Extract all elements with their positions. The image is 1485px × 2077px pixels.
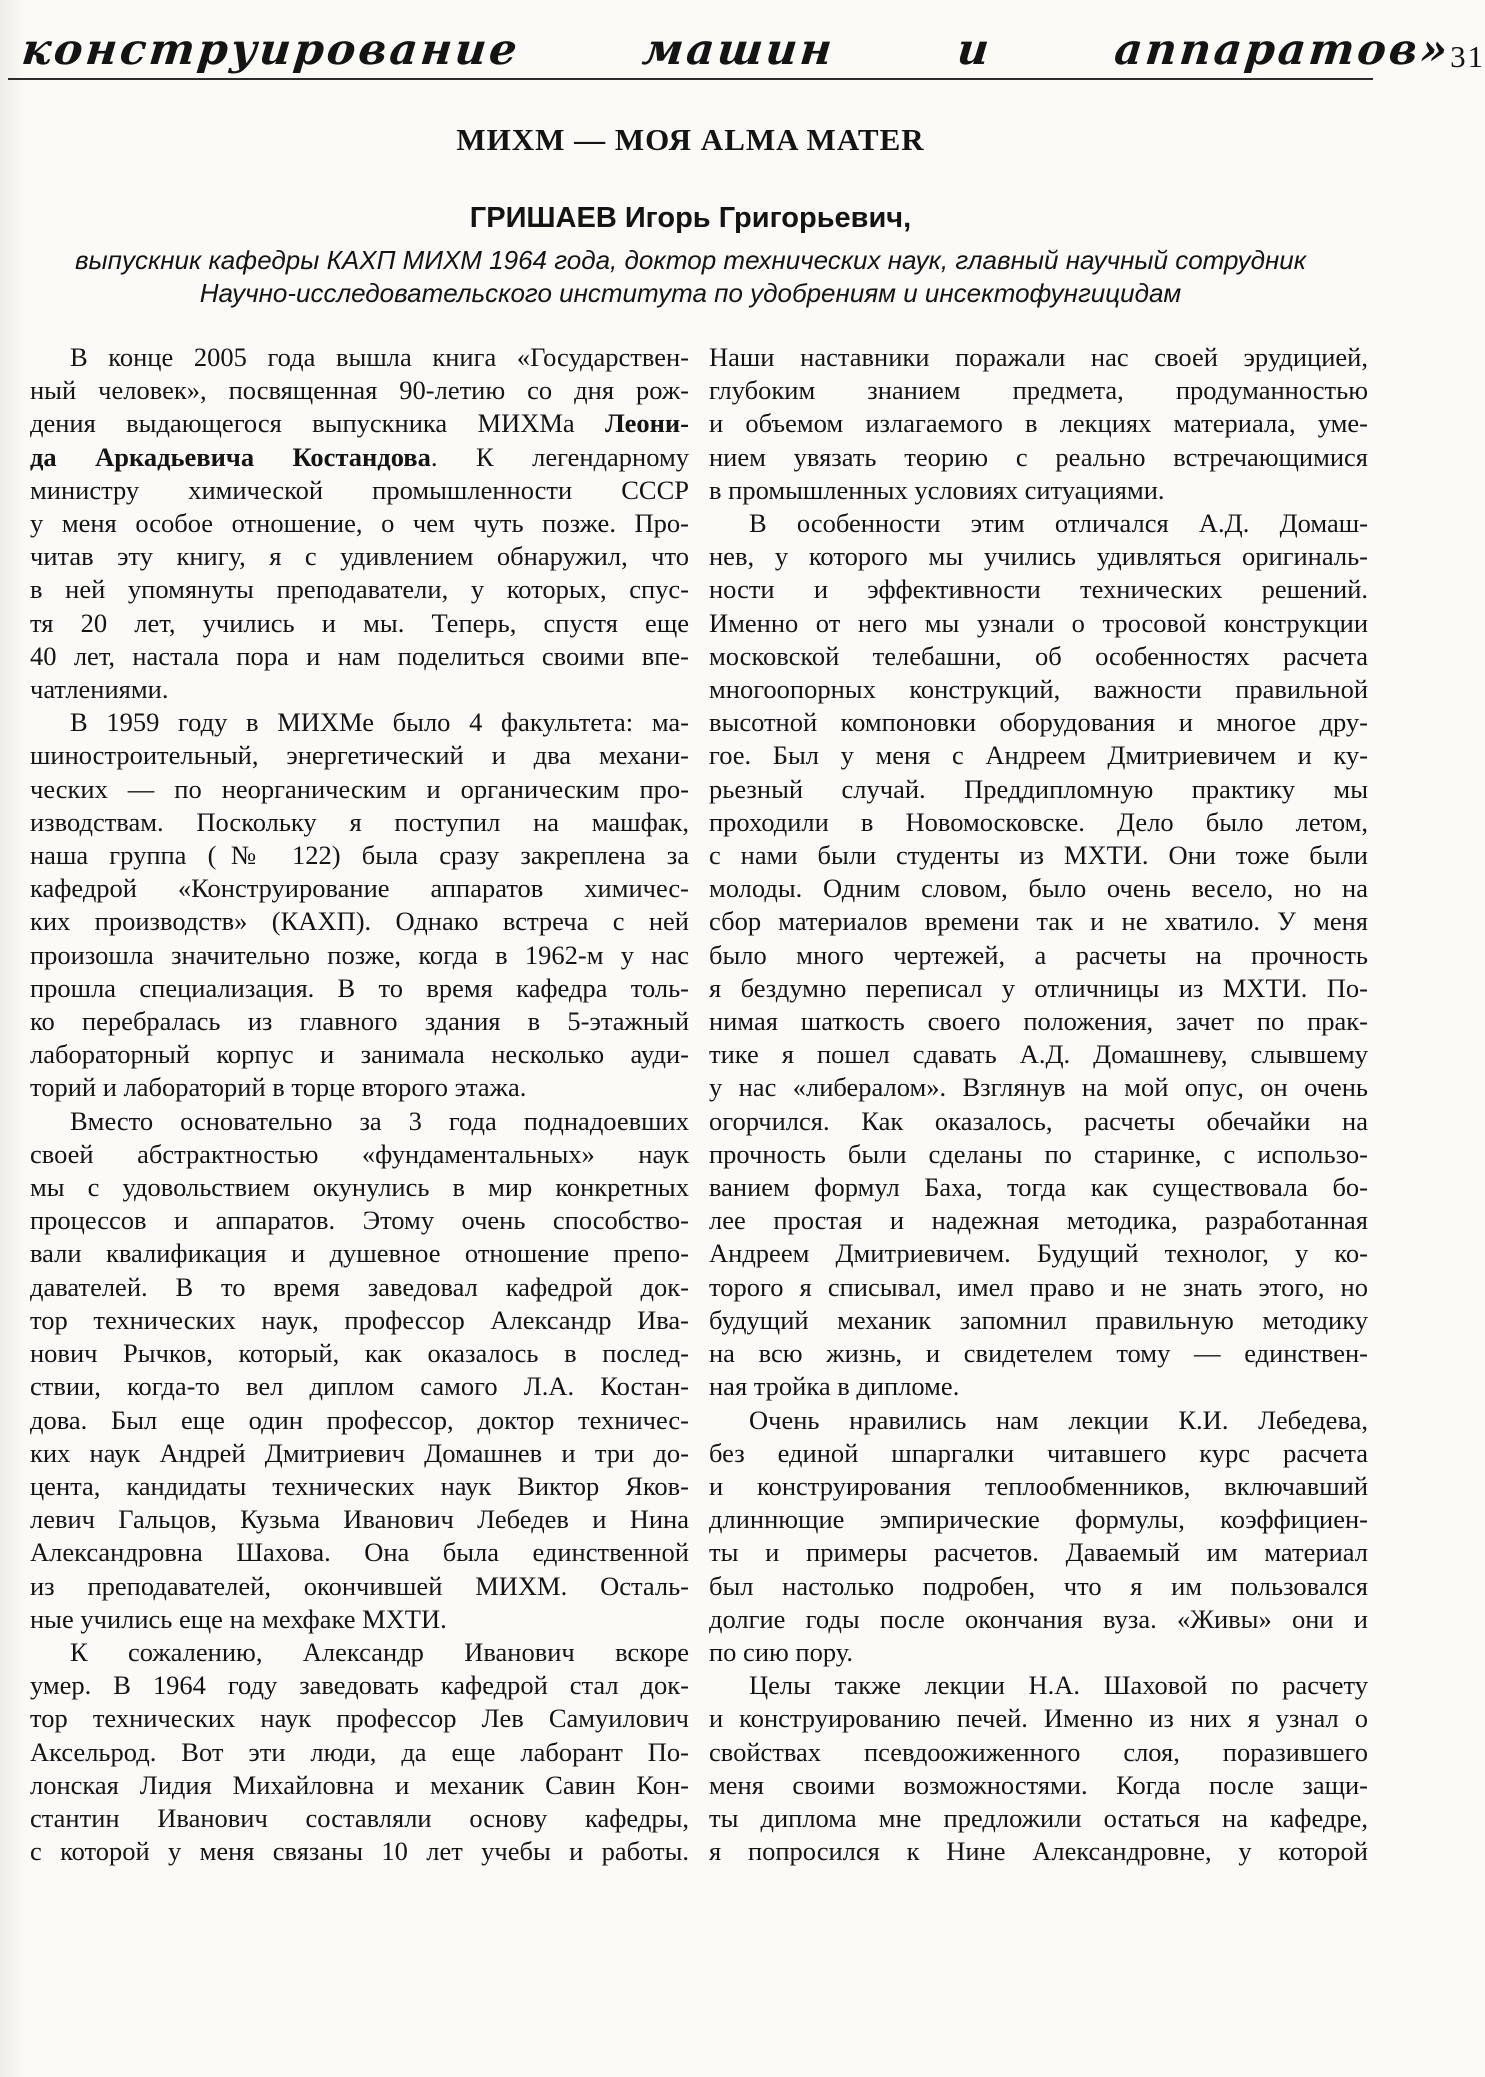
text-line: Целы также лекции Н.А. Шаховой по расчету [749, 1670, 1368, 1701]
text-line: левич Гальцов, Кузьма Иванович Лебедев и Нина [30, 1504, 689, 1535]
text-line: гое. Был у меня с Андреем Дмитриевичем и ку- [709, 740, 1368, 771]
text-line: долгие годы после окончания вуза. «Живы» они и [709, 1603, 1368, 1634]
text-line: ная тройка в дипломе. [709, 1371, 960, 1402]
text-line: Вместо основательно за 3 года поднадоевших [70, 1105, 689, 1136]
text-line: ные учились еще на мехфаке МХТИ. [30, 1603, 447, 1634]
text-line: произошла значительно позже, когда в 1962-м у нас [30, 939, 689, 970]
text-line: Наши наставники поражали нас своей эрудицией, [709, 342, 1368, 372]
bold-text: Леони- [605, 408, 689, 439]
text-line: тор технических наук, профессор Александр Ива- [30, 1304, 689, 1335]
text-line: ческих — по неорганическим и органическим про- [30, 773, 689, 804]
text-line: тор технических наук профессор Лев Самуилович [30, 1703, 689, 1734]
affiliation-line-1: выпускник кафедры КАХП МИХМ 1964 года, доктор технических наук, главный научный сотрудник [74, 245, 1307, 275]
text-line: В конце 2005 года вышла книга «Государствен- [70, 342, 689, 372]
text-line: цента, кандидаты технических наук Виктор Яков- [30, 1470, 689, 1501]
text-line: нимая шаткость своего положения, зачет по прак- [709, 1006, 1368, 1037]
text-line: Именно от него мы узнали о тросовой конструкции [709, 607, 1368, 638]
text-line: на всю жизнь, и свидетелем тому — единствен- [709, 1338, 1368, 1369]
text-line: ный человек», посвященная 90-летию со дня рож- [30, 375, 689, 406]
text-line: меня своими возможностями. Когда после защи- [709, 1769, 1368, 1800]
text-line: прочность были сделаны по старинке, с использо- [709, 1138, 1368, 1169]
text-line: процессов и аппаратов. Этому очень способство- [30, 1205, 689, 1236]
text-line: умер. В 1964 году заведовать кафедрой стал док- [30, 1670, 689, 1701]
text-line: нием увязать теорию с реально встречающимися [709, 441, 1368, 472]
text-line: по сию пору. [709, 1636, 853, 1667]
text-line: ко перебралась из главного здания в 5-этажный [30, 1006, 689, 1037]
text-line: огорчился. Как оказалось, расчеты обечайки на [709, 1105, 1368, 1136]
text-line: лабораторный корпус и занимала несколько ауди- [30, 1039, 689, 1070]
text-line: своей абстрактностью «фундаментальных» наук [30, 1138, 689, 1169]
text-line: нович Рычков, который, как оказалось в послед- [30, 1338, 689, 1369]
affiliation-line-2: Научно-исследовательского института по удобрениям и инсектофунгицидам [199, 278, 1182, 308]
text-line: вали квалификация и душевное отношение препо- [30, 1238, 689, 1269]
text-line: рьезный случай. Преддипломную практику мы [709, 773, 1368, 804]
text-line: ты диплома мне предложили остаться на кафедре, [709, 1802, 1368, 1833]
text-line: из преподавателей, окончившей МИХМ. Осталь- [30, 1570, 689, 1601]
text-line: стантин Иванович составляли основу кафедры, [30, 1802, 689, 1833]
text-line: и конструирования теплообменников, включавший [709, 1470, 1368, 1501]
text-line: К сожалению, Александр Иванович вскоре [70, 1636, 689, 1667]
text-line: в промышленных условиях ситуациями. [709, 474, 1165, 505]
text-line: длиннющие эмпирические формулы, коэффициен- [709, 1504, 1368, 1535]
text-line: проходили в Новомосковске. Дело было летом, [709, 806, 1368, 837]
text-line: чатлениями. [30, 674, 169, 705]
text-line: и конструированию печей. Именно из них я узнал о [709, 1703, 1368, 1734]
text-line: ты и примеры расчетов. Даваемый им материал [709, 1537, 1368, 1568]
article-title: МИХМ — МОЯ ALMA MATER [456, 122, 925, 157]
text-line: у нас «либералом». Взглянув на мой опус, он очень [709, 1072, 1368, 1103]
text-line: дова. Был еще один профессор, доктор техничес- [30, 1404, 689, 1435]
text-line: 40 лет, настала пора и нам поделиться своими впе- [30, 640, 689, 671]
text-line: высотной компоновки оборудования и многое дру- [709, 707, 1368, 738]
text-line: у меня особое отношение, о чем чуть позже. Про- [30, 508, 689, 539]
text-line: молоды. Одним словом, было очень весело, но на [709, 873, 1368, 904]
text-line: В 1959 году в МИХМе было 4 факультета: ма- [70, 707, 689, 738]
article-affiliation [0, 244, 1381, 310]
text-line: торий и лабораторий в торце второго этажа. [30, 1072, 527, 1103]
text-line: торого я списывал, имел право и не знать этого, но [709, 1271, 1368, 1302]
text-line: был настолько подробен, что я им пользовался [709, 1570, 1368, 1601]
text-line: свойствах псевдоожиженного слоя, поразившего [709, 1736, 1368, 1767]
article-author: ГРИШАЕВ Игорь Григорьевич, [469, 202, 912, 234]
text-line: лонская Лидия Михайловна и механик Савин Кон- [30, 1769, 689, 1800]
text-line: наша группа (№ 122) была сразу закреплена за [30, 840, 689, 871]
text-line: с нами были студенты из МХТИ. Они тоже были [709, 840, 1368, 871]
text-line: я бездумно переписал у отличницы из МХТИ. По- [709, 972, 1368, 1003]
text-line: я попросился к Нине Александровне, у которой [709, 1836, 1368, 1867]
text-line: изводствам. Поскольку я поступил на машфак, [30, 806, 689, 837]
text-column-right [709, 341, 1368, 1868]
text-line: прошла специализация. В то время кафедра толь- [30, 972, 689, 1003]
text-line: читав эту книгу, я с удивлением обнаружил, что [30, 541, 689, 572]
bold-text: да Аркадьевича Костандова [30, 441, 431, 472]
text-line: В особенности этим отличался А.Д. Домаш- [749, 508, 1368, 539]
text-line: ванием формул Баха, тогда как существовала бо- [709, 1172, 1368, 1203]
text-line: с которой у меня связаны 10 лет учебы и работы. [30, 1836, 689, 1867]
text-line: многоопорных конструкций, важности правильной [709, 674, 1368, 705]
text-line: ких производств» (КАХП). Однако встреча с ней [30, 906, 689, 937]
text-line: Очень нравились нам лекции К.И. Лебедева, [749, 1404, 1368, 1435]
text-line: Александровна Шахова. Она была единственной [30, 1537, 689, 1568]
text-line: кафедрой «Конструирование аппаратов химичес- [30, 873, 689, 904]
text-line: и объемом излагаемого в лекциях материала, уме- [709, 408, 1368, 439]
text-line: ствии, когда-то вел диплом самого Л.А. Костан- [30, 1371, 689, 1402]
text-line: шиностроительный, энергетический и два механи- [30, 740, 689, 771]
text: . К легендарному [430, 441, 689, 472]
text-line: глубоким знанием предмета, продуманностью [709, 375, 1368, 406]
running-head [0, 0, 1485, 75]
text-line: без единой шпаргалки читавшего курс расчета [709, 1437, 1368, 1468]
text-line: московской телебашни, об особенностях расчета [709, 640, 1368, 671]
text-line: мы с удовольствием окунулись в мир конкретных [30, 1172, 689, 1203]
text-line: было много чертежей, а расчеты на прочность [709, 939, 1368, 970]
text-line: нев, у которого мы учились удивляться оригиналь- [709, 541, 1368, 572]
text-line: тике я пошел сдавать А.Д. Домашневу, слывшему [709, 1039, 1368, 1070]
text-line: лее простая и надежная методика, разработанная [709, 1205, 1368, 1236]
text-line: ности и эффективности технических решений. [709, 574, 1368, 605]
text-line: Аксельрод. Вот эти люди, да еще лаборант По- [30, 1736, 689, 1767]
text-column-left [30, 341, 689, 1868]
journal-title: конструирование машин и аппаратов» [19, 25, 1453, 75]
text: дения выдающегося выпускника МИХМа [30, 408, 606, 439]
text-line: сбор материалов времени так и не хватило. У меня [709, 906, 1368, 937]
body-columns [30, 341, 1368, 1868]
text-line [30, 441, 689, 474]
text-line: будущий механик запомнил правильную методику [709, 1304, 1368, 1335]
text-line: тя 20 лет, учились и мы. Теперь, спустя еще [30, 607, 689, 638]
text-line: давателей. В то время заведовал кафедрой док- [30, 1271, 689, 1302]
page-number: 31 [1450, 39, 1485, 74]
text-line: Андреем Дмитриевичем. Будущий технолог, у ко- [709, 1238, 1368, 1269]
text-line: ких наук Андрей Дмитриевич Домашнев и три до- [30, 1437, 689, 1468]
header-rule [8, 78, 1373, 80]
text-line [30, 407, 689, 440]
text-line: министру химической промышленности СССР [30, 474, 689, 505]
text-line: в ней упомянуты преподаватели, у которых, спус- [30, 574, 689, 605]
